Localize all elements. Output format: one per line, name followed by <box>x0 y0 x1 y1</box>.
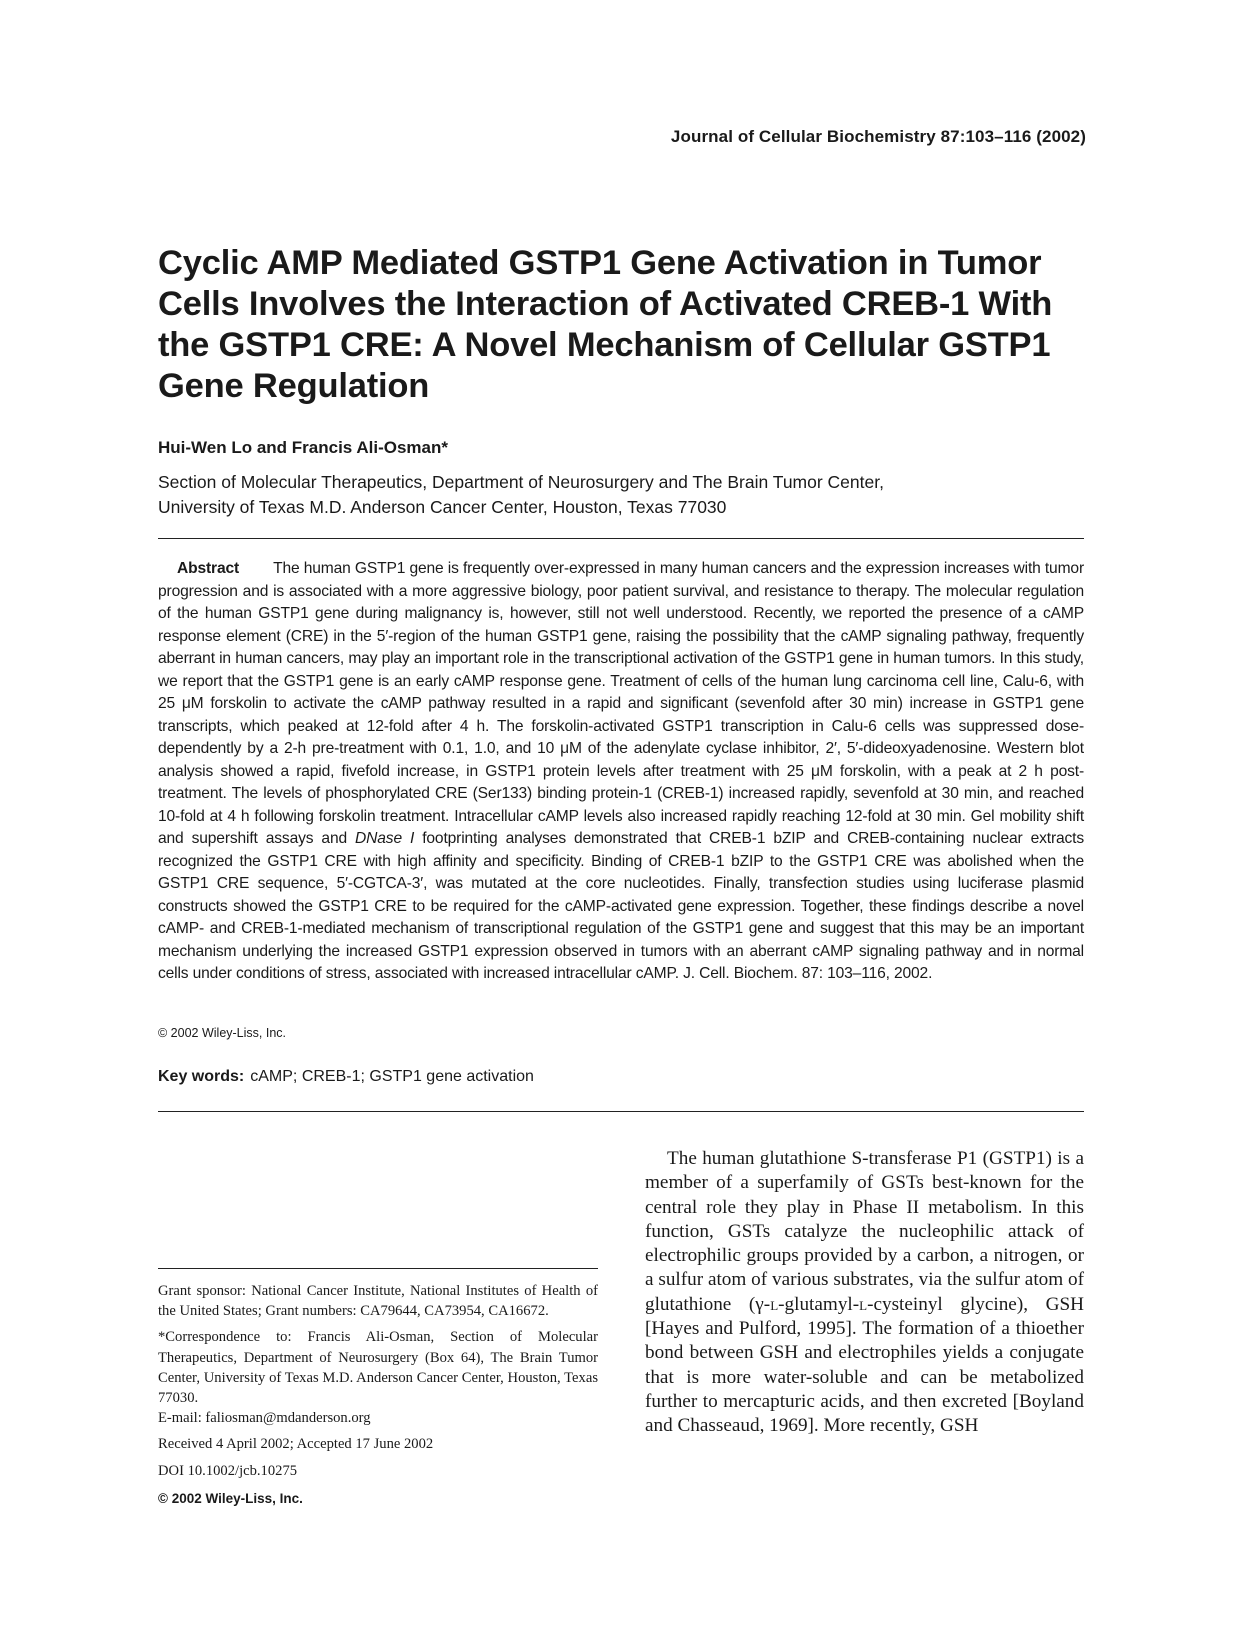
body-small-caps-2: l <box>859 1293 868 1315</box>
body-paragraph <box>645 1147 1084 1439</box>
header-divider <box>158 538 1084 539</box>
authors: Hui-Wen Lo and Francis Ali-Osman* <box>158 438 448 457</box>
abstract-label: Abstract <box>177 560 240 577</box>
keywords-label: Key words: <box>158 1068 245 1085</box>
doi: DOI 10.1002/jcb.10275 <box>158 1462 298 1479</box>
footnote-copyright: © 2002 Wiley-Liss, Inc. <box>158 1490 303 1506</box>
affiliation <box>158 470 1078 520</box>
grant-footnote: Grant sponsor: National Cancer Institute, National Institutes of Health of the United States; Grant numbers: CA79644, CA73954, CA16672. <box>158 1283 598 1320</box>
abstract <box>158 558 1084 986</box>
abstract-copyright: © 2002 Wiley-Liss, Inc. <box>158 1026 287 1040</box>
abstract-italic-term: DNase I <box>355 830 415 847</box>
abstract-divider <box>158 1111 1084 1112</box>
keywords <box>158 1068 534 1086</box>
email-footnote: E-mail: faliosman@mdanderson.org <box>158 1410 371 1427</box>
affiliation-line-2: University of Texas M.D. Anderson Cancer Center, Houston, Texas 77030 <box>158 497 727 517</box>
correspondence-footnote: *Correspondence to: Francis Ali-Osman, Section of Molecular Therapeutics, Department of Neurosurgery (Box 64), The Brain Tumor Center, University of Texas M.D. Anderson Cancer Center, Houston, Texas 77030. <box>158 1329 598 1407</box>
received-date: Received 4 April 2002; Accepted 17 June 2002 <box>158 1436 434 1453</box>
journal-reference: Journal of Cellular Biochemistry 87:103–116 (2002) <box>670 127 1086 146</box>
abstract-text-2: footprinting analyses demonstrated that CREB-1 bZIP and CREB-containing nuclear extracts recognized the GSTP1 CRE with high affinity and specificity. Binding of CREB-1 bZIP to the GSTP1 CRE was abolished when the GSTP1 CRE sequence, 5′-CGTCA-3′, was mutated at the core nucleotides. Finally, transfection studies using luciferase plasmid constructs showed the GSTP1 CRE to be required for the cAMP-activated gene expression. Together, these findings describe a novel cAMP- and CREB-1-mediated mechanism of transcriptional regulation of the GSTP1 gene and suggest that this may be an important mechanism underlying the increased GSTP1 expression observed in tumors with an aberrant cAMP signaling pathway and in normal cells under conditions of stress, associated with increased intracellular cAMP. J. Cell. Biochem. 87: 103–116, 2002. <box>158 830 1085 982</box>
body-text-1: The human glutathione S-transferase P1 (GSTP1) is a member of a superfamily of GSTs best-known for the central role they play in Phase II metabolism. In this function, GSTs catalyze the nucleophilic attack of electrophilic groups provided by a carbon, a nitrogen, or a sulfur atom of various substrates, via the sulfur atom of glutathione (γ- <box>645 1148 1084 1315</box>
body-small-caps-1: l <box>770 1293 779 1315</box>
abstract-text-1: The human GSTP1 gene is frequently over-expressed in many human cancers and the expression increases with tumor progression and is associated with a more aggressive biology, poor patient survival, and resistance to therapy. The molecular regulation of the human GSTP1 gene during malignancy is, however, still not well understood. Recently, we reported the presence of a cAMP response element (CRE) in the 5′-region of the human GSTP1 gene, raising the possibility that the cAMP signaling pathway, frequently aberrant in human cancers, may play an important role in the transcriptional activation of the GSTP1 gene in human tumors. In this study, we report that the GSTP1 gene is an early cAMP response gene. Treatment of cells of the human lung carcinoma cell line, Calu-6, with 25 μM forskolin to activate the cAMP pathway resulted in a rapid and significant (sevenfold after 30 min) increase in GSTP1 gene transcripts, which peaked at 12-fold after 4 h. The forskolin-activated GSTP1 transcription in Calu-6 cells was suppressed dose-dependently by a 2-h pre-treatment with 0.1, 1.0, and 10 μM of the adenylate cyclase inhibitor, 2′, 5′-dideoxyadenosine. Western blot analysis showed a rapid, fivefold increase, in GSTP1 protein levels after treatment with 25 μM forskolin, with a peak at 2 h post-treatment. The levels of phosphorylated CRE (Ser133) binding protein-1 (CREB-1) increased rapidly, sevenfold at 30 min, and reached 10-fold at 4 h following forskolin treatment. Intracellular cAMP levels also increased rapidly reaching 12-fold at 30 min. Gel mobility shift and supershift assays and <box>158 560 1084 847</box>
article-title: Cyclic AMP Mediated GSTP1 Gene Activation in Tumor Cells Involves the Interaction of Activated CREB-1 With the GSTP1 CRE: A Novel Mechanism of Cellular GSTP1 Gene Regulation <box>158 244 1053 405</box>
affiliation-line-1: Section of Molecular Therapeutics, Department of Neurosurgery and The Brain Tumor Center, <box>158 472 884 492</box>
keywords-text: cAMP; CREB-1; GSTP1 gene activation <box>250 1068 534 1085</box>
footnote-divider <box>158 1268 598 1269</box>
footnotes <box>158 1268 598 1515</box>
body-text-3: -cysteinyl glycine), GSH [Hayes and Pulford, 1995]. The formation of a thioether bond between GSH and electrophiles yields a conjugate that is more water-soluble and can be metabolized further to mercapturic acids, and then excreted [Boyland and Chasseaud, 1969]. More recently, GSH <box>645 1293 1084 1437</box>
body-text-2: -glutamyl- <box>778 1293 860 1315</box>
